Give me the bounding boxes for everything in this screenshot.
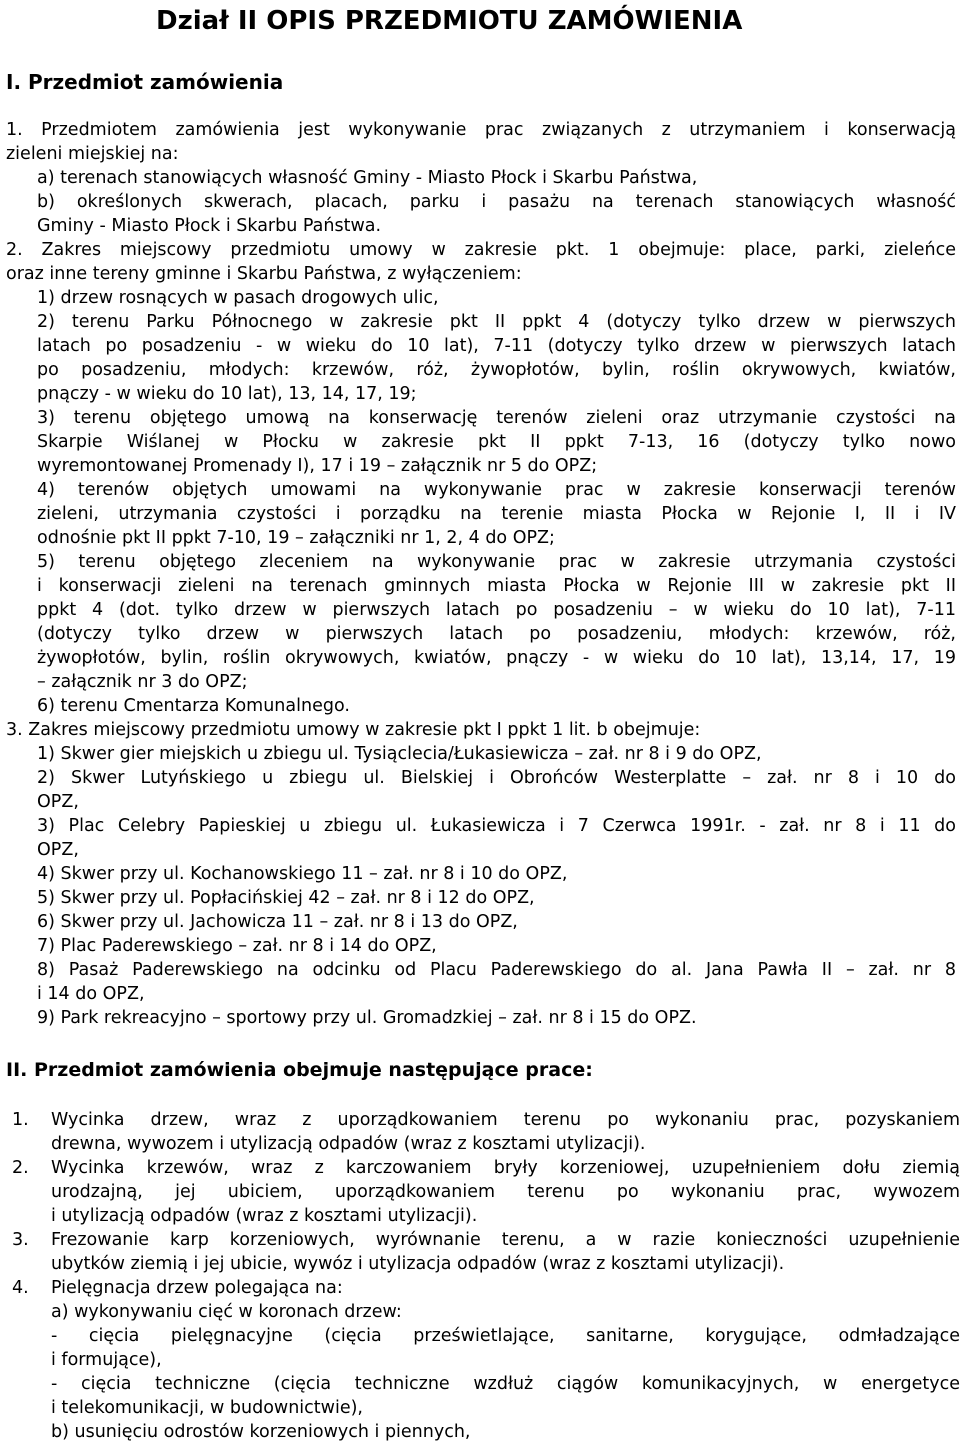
work-item-line: Wycinka krzewów, wraz z karczowaniem bryły korzeniowej, uzupełnieniem dołu ziemią — [51, 1158, 960, 1178]
work-item-number: 1. — [12, 1110, 29, 1130]
list-item — [37, 742, 956, 766]
page-title: Dział II OPIS PRZEDMIOTU ZAMÓWIENIA — [156, 6, 743, 36]
list-item — [37, 862, 956, 886]
list-item-line: 6) terenu Cmentarza Komunalnego. — [37, 696, 350, 716]
paragraph-1 — [6, 118, 956, 238]
list-item-line: wyremontowanej Promenady I), 17 i 19 – załącznik nr 5 do OPZ; — [37, 456, 598, 476]
list-item-line: 4) terenów objętych umowami na wykonywanie prac w zakresie konserwacji terenów — [37, 480, 956, 500]
list-item-line: (dotyczy tylko drzew w pierwszych latach po posadzeniu, młodych: krzewów, róż, — [37, 624, 956, 644]
work-item-number: 2. — [12, 1158, 29, 1178]
list-item — [37, 286, 956, 310]
work-item — [0, 1228, 960, 1276]
list-item — [37, 550, 956, 694]
work-item-line: Pielęgnacja drzew polegająca na: — [51, 1278, 343, 1298]
paragraph-2 — [6, 238, 956, 718]
paragraph-line: Gminy - Miasto Płock i Skarbu Państwa. — [37, 216, 382, 236]
list-item-line: OPZ, — [37, 792, 79, 812]
list-item-line: i 14 do OPZ, — [37, 984, 145, 1004]
list-item-line: 5) Skwer przy ul. Popłacińskiej 42 – zał. nr 8 i 12 do OPZ, — [37, 888, 535, 908]
work-item-line: i formujące), — [51, 1350, 162, 1370]
work-item — [0, 1156, 960, 1228]
list-item-line: 9) Park rekreacyjno – sportowy przy ul. Gromadzkiej – zał. nr 8 i 15 do OPZ. — [37, 1008, 697, 1028]
list-item — [37, 766, 956, 814]
list-item-line: 7) Plac Paderewskiego – zał. nr 8 i 14 do OPZ, — [37, 936, 437, 956]
list-item-line: latach po posadzeniu - w wieku do 10 lat), 7-11 (dotyczy tylko drzew w pierwszych latach — [37, 336, 956, 356]
list-item-line: po posadzeniu, młodych: krzewów, róż, żywopłotów, bylin, roślin okrywowych, kwiatów, — [37, 360, 956, 380]
list-item — [37, 814, 956, 862]
list-item-line: 8) Pasaż Paderewskiego na odcinku od Placu Paderewskiego do al. Jana Pawła II – zał. nr 8 — [37, 960, 956, 980]
list-item — [37, 478, 956, 550]
paragraph-3 — [6, 718, 956, 1030]
list-item-line: 5) terenu objętego zleceniem na wykonywanie prac w zakresie utrzymania czystości — [37, 552, 956, 572]
list-item-line: 2) terenu Parku Północnego w zakresie pkt II ppkt 4 (dotyczy tylko drzew w pierwszych — [37, 312, 956, 332]
paragraph-line: 1. Przedmiotem zamówienia jest wykonywanie prac związanych z utrzymaniem i konserwacją — [6, 120, 956, 140]
work-item-line: b) usunięciu odrostów korzeniowych i piennych, — [51, 1422, 471, 1442]
work-item-line: i utylizacją odpadów (wraz z kosztami utylizacji). — [51, 1206, 478, 1226]
paragraph-line: zieleni miejskiej na: — [6, 144, 179, 164]
work-item-number: 4. — [12, 1278, 29, 1298]
list-item — [37, 1006, 956, 1030]
work-item-number: 3. — [12, 1230, 29, 1250]
section-heading-1: I. Przedmiot zamówienia — [6, 70, 284, 94]
work-item-line: - cięcia techniczne (cięcia techniczne wzdłuż ciągów komunikacyjnych, w energetyce — [51, 1374, 960, 1394]
paragraph-line: a) terenach stanowiących własność Gminy - Miasto Płock i Skarbu Państwa, — [37, 168, 698, 188]
work-item-line: drewna, wywozem i utylizacją odpadów (wraz z kosztami utylizacji). — [51, 1134, 646, 1154]
list-item-line: żywopłotów, bylin, roślin okrywowych, kwiatów, pnączy - w wieku do 10 lat), 13,14, 17, 19 — [37, 648, 956, 668]
work-item-line: urodzajną, jej ubiciem, uporządkowaniem terenu po wykonaniu prac, wywozem — [51, 1182, 960, 1202]
list-item-line: zieleni, utrzymania czystości i porządku na terenie miasta Płocka w Rejonie I, II i IV — [37, 504, 956, 524]
work-item-line: Wycinka drzew, wraz z uporządkowaniem terenu po wykonaniu prac, pozyskaniem — [51, 1110, 960, 1130]
list-item-line: 2) Skwer Lutyńskiego u zbiegu ul. Bielskiej i Obrońców Westerplatte – zał. nr 8 i 10 do — [37, 768, 956, 788]
list-item — [37, 694, 956, 718]
list-item-line: odnośnie pkt II ppkt 7-10, 19 – załączniki nr 1, 2, 4 do OPZ; — [37, 528, 555, 548]
work-item — [0, 1108, 960, 1156]
list-item-line: 3) Plac Celebry Papieskiej u zbiegu ul. Łukasiewicza i 7 Czerwca 1991r. - zał. nr 8 i 11 do — [37, 816, 956, 836]
list-item-line: Skarpie Wiślanej w Płocku w zakresie pkt II ppkt 7-13, 16 (dotyczy tylko nowo — [37, 432, 956, 452]
paragraph-line: 2. Zakres miejscowy przedmiotu umowy w zakresie pkt. 1 obejmuje: place, parki, zieleńce — [6, 240, 956, 260]
list-item-line: OPZ, — [37, 840, 79, 860]
list-item — [37, 406, 956, 478]
list-item-line: 4) Skwer przy ul. Kochanowskiego 11 – zał. nr 8 i 10 do OPZ, — [37, 864, 568, 884]
list-item-line: i konserwacji zieleni na terenach gminnych miasta Płocka w Rejonie III w zakresie pkt II — [37, 576, 956, 596]
list-item — [37, 886, 956, 910]
list-item-line: ppkt 4 (dot. tylko drzew w pierwszych latach po posadzeniu – w wieku do 10 lat), 7-11 — [37, 600, 956, 620]
list-item — [37, 310, 956, 406]
list-item-line: 1) drzew rosnących w pasach drogowych ulic, — [37, 288, 439, 308]
work-item-line: Frezowanie karp korzeniowych, wyrównanie terenu, a w razie konieczności uzupełnienie — [51, 1230, 960, 1250]
list-item-line: pnączy - w wieku do 10 lat), 13, 14, 17, 19; — [37, 384, 417, 404]
locations-list — [6, 742, 956, 1030]
paragraph-line: b) określonych skwerach, placach, parku i pasażu na terenach stanowiących własność — [37, 192, 956, 212]
work-item-line: ubytków ziemią i jej ubicie, wywóz i utylizacja odpadów (wraz z kosztami utylizacji). — [51, 1254, 785, 1274]
work-item-line: a) wykonywaniu cięć w koronach drzew: — [51, 1302, 402, 1322]
list-item-line: 3) terenu objętego umową na konserwację terenów zieleni oraz utrzymanie czystości na — [37, 408, 956, 428]
paragraph-line: oraz inne tereny gminne i Skarbu Państwa, z wyłączeniem: — [6, 264, 522, 284]
paragraph-line: 3. Zakres miejscowy przedmiotu umowy w zakresie pkt I ppkt 1 lit. b obejmuje: — [6, 720, 701, 740]
work-item-line: i telekomunikacji, w budownictwie), — [51, 1398, 363, 1418]
work-item-line: - cięcia pielęgnacyjne (cięcia prześwietlające, sanitarne, korygujące, odmładzające — [51, 1326, 960, 1346]
exclusions-list — [6, 286, 956, 718]
list-item — [37, 910, 956, 934]
list-item-line: 1) Skwer gier miejskich u zbiegu ul. Tysiąclecia/Łukasiewicza – zał. nr 8 i 9 do OPZ, — [37, 744, 762, 764]
list-item-line: – załącznik nr 3 do OPZ; — [37, 672, 248, 692]
list-item — [37, 934, 956, 958]
work-item — [0, 1276, 960, 1444]
list-item-line: 6) Skwer przy ul. Jachowicza 11 – zał. nr 8 i 13 do OPZ, — [37, 912, 518, 932]
list-item — [37, 958, 956, 1006]
section-heading-2: II. Przedmiot zamówienia obejmuje następujące prace: — [6, 1059, 593, 1081]
works-list — [0, 1108, 960, 1444]
